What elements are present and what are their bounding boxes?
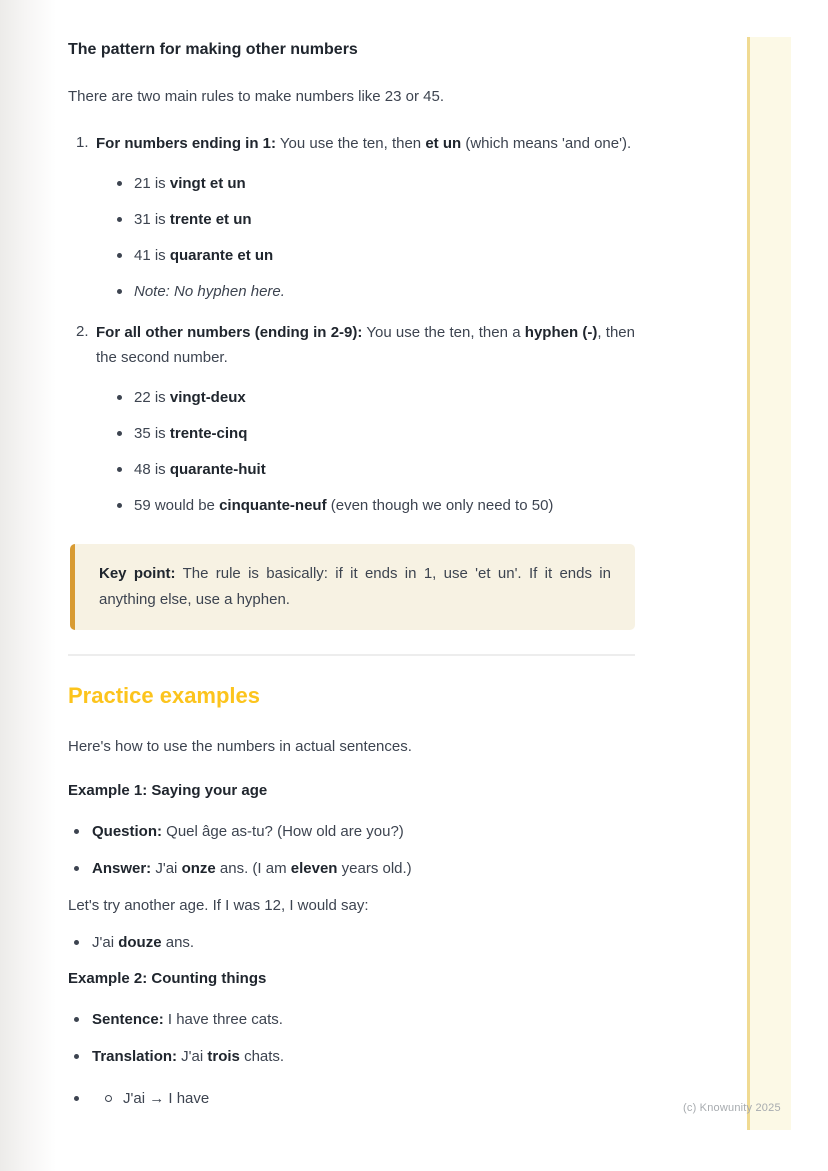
rules-list: [68, 131, 635, 518]
copyright-watermark: (c) Knowunity 2025: [683, 1102, 781, 1114]
another-age-paragraph: Let's try another age. If I was 12, I would say:: [68, 897, 369, 914]
example-item: 59 would be cinquante-neuf (even though we only need to 50): [134, 494, 635, 518]
rule-item-other-numbers: [96, 320, 635, 518]
translation-breakdown-wrapper: [92, 1087, 635, 1111]
example-item: 21 is vingt et un: [134, 172, 635, 196]
example2-heading: Example 2: Counting things: [68, 970, 267, 987]
rule1-examples-list: [96, 172, 635, 304]
sentence-item: Sentence: I have three cats.: [92, 1008, 635, 1032]
example1-list2: [68, 931, 635, 955]
answer-item: Answer: J'ai onze ans. (I am eleven years old.): [92, 857, 635, 881]
translation-breakdown-list: [92, 1087, 635, 1111]
question-item: Question: Quel âge as-tu? (How old are you?): [92, 820, 635, 844]
practice-section-heading: Practice examples: [68, 683, 261, 708]
example-item: 41 is quarante et un: [134, 244, 635, 268]
douze-item: J'ai douze ans.: [92, 931, 635, 955]
example-item: 48 is quarante-huit: [134, 458, 635, 482]
rule2-examples-list: [96, 386, 635, 518]
note-item: Note: No hyphen here.: [134, 280, 635, 304]
document-content: [68, 40, 635, 1123]
translation-item: Translation: J'ai trois chats.: [92, 1045, 635, 1069]
rule-lead-text: For all other numbers (ending in 2-9): You use the ten, then a hyphen (-), then the second number.: [96, 324, 635, 366]
right-margin-band: [747, 37, 791, 1130]
example1-list: [68, 820, 635, 881]
example2-list: [68, 1008, 635, 1111]
keypoint-text: Key point: The rule is basically: if it ends in 1, use 'et un'. If it ends in anything else, use a hyphen.: [99, 565, 611, 608]
breakdown-item: J'ai → I have: [123, 1087, 635, 1111]
practice-intro-paragraph: Here's how to use the numbers in actual sentences.: [68, 738, 412, 755]
keypoint-callout: [70, 544, 635, 630]
page-edge-shadow: [0, 0, 56, 1171]
pattern-section-heading: The pattern for making other numbers: [68, 41, 358, 58]
rule-lead-text: For numbers ending in 1: You use the ten, then et un (which means 'and one').: [96, 135, 632, 152]
example1-heading: Example 1: Saying your age: [68, 782, 268, 799]
section-divider: [68, 654, 635, 656]
pattern-intro-paragraph: There are two main rules to make numbers like 23 or 45.: [68, 88, 445, 105]
example-item: 35 is trente-cinq: [134, 422, 635, 446]
rule-item-ending-in-1: [96, 131, 635, 304]
example-item: 22 is vingt-deux: [134, 386, 635, 410]
example-item: 31 is trente et un: [134, 208, 635, 232]
